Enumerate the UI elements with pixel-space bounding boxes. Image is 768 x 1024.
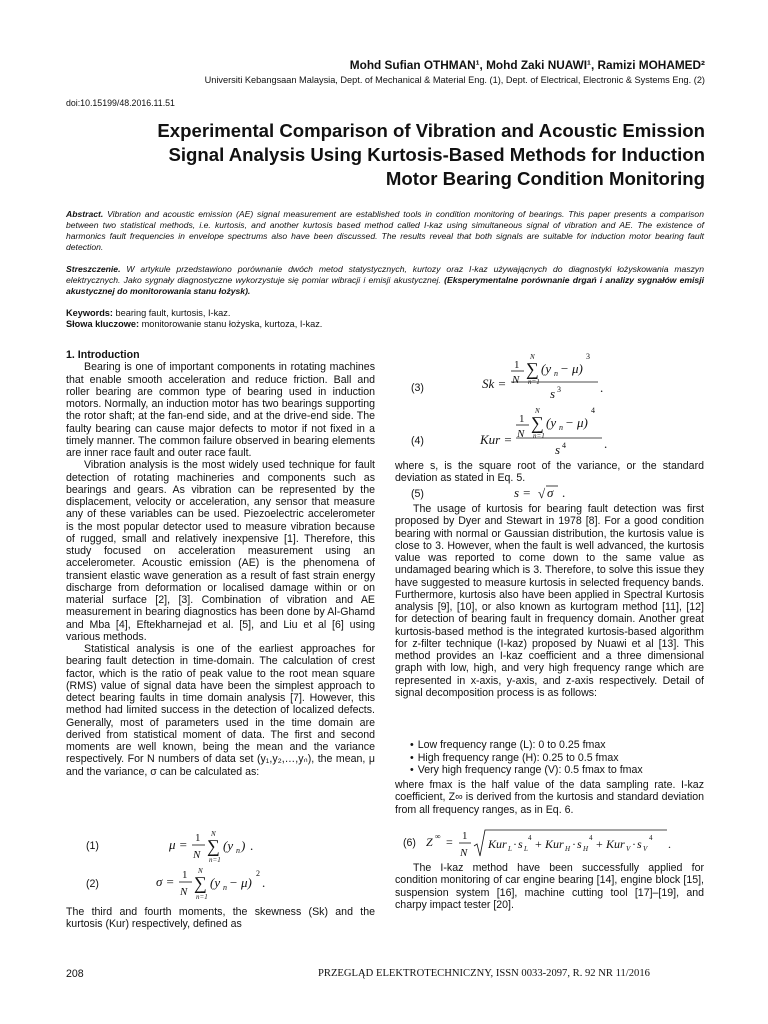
frequency-range-very-high: • Very high frequency range (V): 0.5 fmax to fmax bbox=[410, 764, 704, 777]
svg-text:μ =: μ = bbox=[169, 837, 188, 852]
svg-text:N: N bbox=[512, 374, 520, 386]
svg-text:.: . bbox=[250, 838, 254, 853]
equation-6 bbox=[424, 826, 674, 862]
svg-text:s: s bbox=[637, 837, 642, 851]
svg-text:(y: (y bbox=[210, 875, 221, 890]
svg-text:n: n bbox=[559, 423, 563, 432]
intro-paragraph-1: Bearing is one of important components in rotating machines that enable smooth acceleration and reduce friction. Ball and roller bearing are common type of bearing used in induction motors. Normally, an induction motor has two bearings supporting the rotor shaft; at the fan-end side, and at the drive-end side. The faulty bearing can cause major defects to motor if not fixed in a timely manner. The common failure observed in bearing elements are inner race fault and outer race fault. bbox=[66, 361, 375, 459]
svg-text:s: s bbox=[550, 386, 556, 401]
equation-number: (3) bbox=[411, 382, 424, 394]
svg-text:n: n bbox=[554, 369, 558, 378]
svg-text:L: L bbox=[524, 845, 528, 853]
svg-text:·: · bbox=[572, 837, 576, 851]
svg-text:N: N bbox=[535, 407, 540, 415]
svg-text:Sk =: Sk = bbox=[482, 376, 507, 391]
abstract bbox=[66, 209, 704, 253]
svg-text:): ) bbox=[241, 838, 246, 853]
keywords-pl bbox=[66, 319, 322, 331]
svg-text:n=1: n=1 bbox=[528, 378, 540, 386]
right-column-text-3 bbox=[395, 779, 704, 816]
svg-text:1: 1 bbox=[462, 830, 468, 842]
equation-1 bbox=[165, 825, 275, 865]
std-dev-paragraph: where s, is the square root of the variance, or the standard deviation as stated in Eq. 5. bbox=[395, 460, 704, 485]
svg-text:s: s bbox=[518, 837, 523, 851]
svg-text:Kur: Kur bbox=[606, 837, 625, 851]
keywords-en bbox=[66, 308, 230, 320]
svg-text:n=1: n=1 bbox=[196, 893, 208, 901]
abstract-label: Abstract. bbox=[66, 209, 104, 219]
equation-number: (2) bbox=[86, 878, 99, 890]
ikaz-coefficient-paragraph: where fmax is the half value of the data sampling rate. I-kaz coefficient, Z∞ is derived from the kurtosis and standard deviation from all frequency ranges, as in Eq. 6. bbox=[395, 779, 704, 816]
svg-text:s =: s = bbox=[514, 485, 532, 500]
svg-text:n: n bbox=[236, 846, 240, 855]
svg-text:4: 4 bbox=[589, 834, 593, 842]
keywords-pl-label: Słowa kluczowe: bbox=[66, 319, 140, 329]
equation-3 bbox=[478, 350, 618, 405]
keywords-text: bearing fault, kurtosis, I-kaz. bbox=[115, 308, 231, 318]
svg-text:Z: Z bbox=[426, 835, 433, 849]
svg-text:1: 1 bbox=[182, 869, 188, 881]
intro-paragraph-2: Vibration analysis is the most widely used technique for fault detection of rotating machineries and components such as bearings and gears. As vibration can be represented by the displacement, velocity or acceleration, any sensor that measure any of these variables can be used. Piezoelectric accelerometer is the most popular detector used to measure vibration because of rugged, small and relatively inexpensive [1]. Therefore, this study focused on acceleration measurement using an accelerometer. Acoustic emission (AE) is the phenomena of transient elastic wave generation as a result of fast strain energy discharge from deformation or localised damage within or on material surface [2], [3]. Combination of vibration and AE measurement in bearing diagnostics has been done by Al-Ghamd and Mba [4], Eftekharnejad et al. [5], and Liu et al [6] using various methods. bbox=[66, 459, 375, 643]
svg-text:L: L bbox=[508, 845, 512, 853]
svg-text:.: . bbox=[600, 380, 604, 395]
svg-text:.: . bbox=[262, 875, 266, 890]
svg-text:Kur: Kur bbox=[545, 837, 564, 851]
title-line: Experimental Comparison of Vibration and Acoustic Emission bbox=[157, 120, 705, 141]
section-heading: 1. Introduction bbox=[66, 349, 140, 361]
svg-text:n=1: n=1 bbox=[533, 432, 545, 440]
svg-text:V: V bbox=[643, 845, 648, 853]
paper-title bbox=[45, 119, 705, 191]
svg-text:·: · bbox=[513, 837, 517, 851]
svg-text:.: . bbox=[604, 436, 608, 451]
svg-text:.: . bbox=[562, 485, 566, 500]
svg-text:N: N bbox=[460, 847, 468, 859]
svg-text:Kur: Kur bbox=[488, 837, 507, 851]
svg-text:1: 1 bbox=[519, 413, 525, 425]
svg-text:s: s bbox=[555, 442, 561, 457]
svg-text:N: N bbox=[198, 867, 203, 875]
doi: doi:10.15199/48.2016.11.51 bbox=[66, 98, 175, 108]
svg-text:N: N bbox=[517, 428, 525, 440]
keywords-pl-text: monitorowanie stanu łożyska, kurtoza, I-kaz. bbox=[141, 319, 323, 329]
svg-text:(y: (y bbox=[541, 361, 552, 376]
svg-text:4: 4 bbox=[591, 406, 595, 415]
title-line: Motor Bearing Condition Monitoring bbox=[385, 168, 705, 189]
svg-text:2: 2 bbox=[256, 869, 260, 878]
svg-text:1: 1 bbox=[195, 832, 201, 844]
svg-text:V: V bbox=[626, 845, 631, 853]
left-column bbox=[66, 349, 375, 778]
equation-2 bbox=[152, 862, 282, 902]
svg-text:∑: ∑ bbox=[531, 413, 544, 433]
svg-text:3: 3 bbox=[586, 352, 590, 361]
intro-paragraph-3: Statistical analysis is one of the earliest approaches for bearing fault detection in time-domain. The calculation of crest factor, which is the ratio of peak value to the root mean square (RMS) value of signal data have been the simplest approach to detect bearing faults in time domain analysis [7]. However, this method had limited success in the detection of localized defects. Generally, most of parameters used in the time domain are derived from statistical moment of data. The first and second moments are well known, being the mean and the variance respectively. For N numbers of data set (y₁,y₂,…,yₙ), the mean, μ and the variance, σ can be calculated as: bbox=[66, 643, 375, 778]
svg-text:+: + bbox=[596, 837, 603, 851]
equation-number: (5) bbox=[411, 488, 424, 500]
moments-paragraph: The third and fourth moments, the skewness (Sk) and the kurtosis (Kur) respectively, defined as bbox=[66, 906, 375, 931]
equation-number: (6) bbox=[403, 837, 416, 849]
authors: Mohd Sufian OTHMAN¹, Mohd Zaki NUAWI¹, Ramizi MOHAMED² bbox=[349, 58, 705, 72]
svg-text:n: n bbox=[223, 883, 227, 892]
svg-text:− μ): − μ) bbox=[229, 875, 252, 890]
equation-5 bbox=[512, 482, 582, 504]
svg-text:σ =: σ = bbox=[156, 874, 175, 889]
ikaz-applications-paragraph: The I-kaz method have been successfully applied for condition monitoring of car engine bearing [14], engine block [15], suspension system [16], machine cutting tool [17]–[19], and charpy impact tester [20]. bbox=[395, 862, 704, 911]
svg-text:∑: ∑ bbox=[207, 836, 220, 856]
equation-number: (4) bbox=[411, 435, 424, 447]
svg-text:− μ): − μ) bbox=[565, 415, 588, 430]
keywords-label: Keywords: bbox=[66, 308, 113, 318]
title-line: Signal Analysis Using Kurtosis-Based Methods for Induction bbox=[168, 144, 705, 165]
svg-text:4: 4 bbox=[562, 441, 566, 450]
equation-number: (1) bbox=[86, 840, 99, 852]
svg-text:3: 3 bbox=[557, 385, 561, 394]
streszczenie-label: Streszczenie. bbox=[66, 264, 121, 274]
right-column-text-1 bbox=[395, 460, 704, 485]
streszczenie-text: W artykule przedstawiono porównanie dwóch metod statystycznych, kurtozy oraz I-kaz używającnych do diagnostyki łożyskowania maszyn elektrycznych. Jako sygnały diagnostyczne wykorzystuje się pomiar wibracji i emisji akustycznej. bbox=[66, 264, 704, 285]
svg-text:1: 1 bbox=[514, 359, 520, 371]
right-column-text-2 bbox=[395, 503, 704, 699]
svg-text:.: . bbox=[668, 837, 671, 851]
journal-info: PRZEGLĄD ELEKTROTECHNICZNY, ISSN 0033-2097, R. 92 NR 11/2016 bbox=[318, 968, 650, 979]
equation-4 bbox=[476, 404, 621, 460]
svg-text:∑: ∑ bbox=[526, 359, 539, 379]
svg-text:√: √ bbox=[538, 486, 546, 501]
abstract-text: Vibration and acoustic emission (AE) signal measurement are established tools in condition monitoring of bearings. This paper presents a comparison between two statistical methods, i.e. kurtosis, and another kurtosis based method called I-kaz using simultaneous signal of vibration and AE. The existence of harmonics fault frequencies in envelope spectrums also have been discussed. The results reveal that both signals are suitable for induction motor bearing fault detection. bbox=[66, 209, 704, 252]
svg-text:s: s bbox=[577, 837, 582, 851]
svg-text:∞: ∞ bbox=[435, 832, 441, 841]
right-column-text-4 bbox=[395, 862, 704, 911]
svg-text:σ: σ bbox=[547, 485, 554, 500]
affiliation: Universiti Kebangsaan Malaysia, Dept. of Mechanical & Material Eng. (1), Dept. of Electrical, Electronic & Systems Eng. (2) bbox=[204, 75, 705, 85]
frequency-range-high: • High frequency range (H): 0.25 to 0.5 fmax bbox=[410, 752, 704, 765]
svg-text:(y: (y bbox=[223, 838, 234, 853]
svg-text:4: 4 bbox=[528, 834, 532, 842]
svg-text:N: N bbox=[193, 849, 201, 861]
svg-text:H: H bbox=[583, 845, 589, 853]
frequency-range-low: • Low frequency range (L): 0 to 0.25 fmax bbox=[410, 739, 704, 752]
svg-text:∑: ∑ bbox=[194, 873, 207, 893]
streszczenie-title-pl: (Eksperymentalne porównanie drgań i analizy sygnałów emisji akustycznej do monitorowania stanu łożysk). bbox=[66, 274, 704, 296]
svg-text:− μ): − μ) bbox=[560, 361, 583, 376]
svg-text:n=1: n=1 bbox=[209, 856, 221, 864]
streszczenie bbox=[66, 264, 704, 297]
kurtosis-paragraph: The usage of kurtosis for bearing fault detection was first proposed by Dyer and Stewart in 1978 [8]. For a good condition bearing with normal or Gaussian distribution, the kurtosis value is close to 3. However, when the fault is well advanced, the kurtosis value was reported to come down to the same value as undamaged bearing which is 3. Therefore, to solve this issue they have suggested to measure kurtosis in selected frequency bands. Furthermore, kurtosis also have been applied in Spectral Kurtosis analysis [9], [10], or also known as kurtogram method [11], [12] for detection of bearing fault in frequency domain. Another great kurtosis-based method is the integrated kurtosis-based algorithm for z-filter technique (I-kaz) proposed by Nuawi et al [13]. This method provides an I-kaz coefficient and a three dimensional graph with low, high, and very high frequency range which are represented in x-axis, y-axis, and z-axis respectively. Detail of signal decomposition process is as follows: bbox=[395, 503, 704, 699]
svg-text:N: N bbox=[530, 353, 535, 361]
svg-text:H: H bbox=[565, 845, 571, 853]
svg-text:N: N bbox=[180, 886, 188, 898]
svg-text:(y: (y bbox=[546, 415, 557, 430]
svg-text:=: = bbox=[446, 835, 453, 849]
svg-text:Kur =: Kur = bbox=[480, 432, 513, 447]
svg-text:N: N bbox=[211, 830, 216, 838]
frequency-list bbox=[410, 739, 704, 777]
page-number: 208 bbox=[66, 968, 84, 980]
left-column-end bbox=[66, 906, 375, 931]
svg-text:+: + bbox=[535, 837, 542, 851]
svg-text:·: · bbox=[632, 837, 636, 851]
svg-text:4: 4 bbox=[649, 834, 653, 842]
